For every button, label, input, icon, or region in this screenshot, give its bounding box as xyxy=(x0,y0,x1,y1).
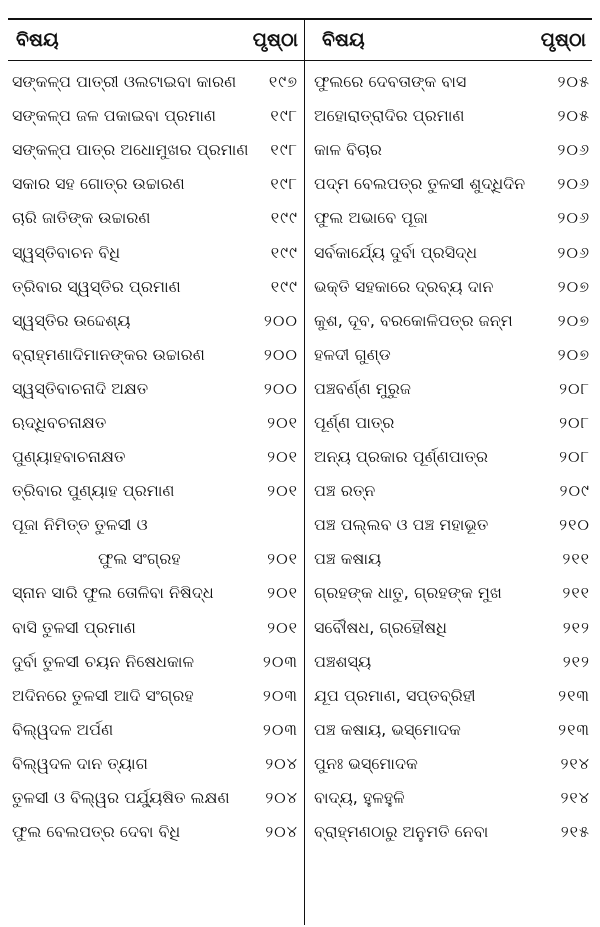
entry-topic: ସ୍ନାନ ସାରି ଫୁଲ ତୋଳିବା ନିଷିଦ୍ଧ xyxy=(12,583,214,603)
entry-topic: ସଙ୍କଳ୍ପ ପାତ୍ର ଅଧୋମୁଖର ପ୍ରମାଣ xyxy=(12,140,249,160)
toc-entry-left xyxy=(8,618,304,638)
page-header-right: ପୃଷ୍ଠା xyxy=(540,29,586,51)
entry-topic: ସଙ୍କଳ୍ପ ଜଳ ପକାଇବା ପ୍ରମାଣ xyxy=(12,106,217,126)
entry-topic: ପଞ୍ଚବର୍ଣ୍ଣ ମୁରୁଜ xyxy=(314,378,411,398)
entry-page-number: ୨୦୧ xyxy=(267,481,298,501)
toc-entry-right xyxy=(304,583,592,603)
entry-topic: ଭକ୍ତି ସହକାରେ ଦ୍ରବ୍ୟ ଦାନ xyxy=(314,276,494,296)
entry-page-number: ୨୦୯ xyxy=(559,481,590,501)
toc-entry-left xyxy=(8,515,304,535)
entry-page-number: ୧୯୮ xyxy=(270,174,298,194)
toc-entry-right xyxy=(304,515,592,535)
entry-page-number: ୨୧୪ xyxy=(560,788,590,808)
entry-topic: କାଳ ବିଚାର xyxy=(314,140,382,160)
entry-page-number: ୨୦୪ xyxy=(265,753,298,773)
entry-page-number: ୨୦୧ xyxy=(267,617,298,637)
entry-topic: ଗ୍ରହଙ୍କ ଧାତୁ, ଗ୍ରହଙ୍କ ମୁଖ xyxy=(314,583,502,603)
toc-row xyxy=(8,713,592,747)
entry-topic: ଅନ୍ୟ ପ୍ରକାର ପୂର୍ଣ୍ଣପାତ୍ର xyxy=(314,447,489,467)
entry-page-number: ୨୧୩ xyxy=(558,685,590,705)
toc-row xyxy=(8,270,592,304)
entry-page-number: ୨୦୦ xyxy=(263,310,298,330)
toc-entry-right xyxy=(304,788,592,808)
entry-page-number: ୨୦୩ xyxy=(262,651,298,671)
entry-page-number: ୧୯୯ xyxy=(270,242,298,262)
entry-page-number: ୨୦୫ xyxy=(557,106,590,126)
toc-entry-left xyxy=(8,652,304,672)
entry-topic: ସ୍ୱସ୍ତିବାଚନାଦି ଅକ୍ଷତ xyxy=(12,378,149,398)
entry-page-number: ୨୧୪ xyxy=(560,753,590,773)
toc-entry-right xyxy=(304,413,592,433)
entry-page-number: ୨୦୧ xyxy=(267,583,298,603)
toc-entry-right xyxy=(304,345,592,365)
entry-topic: ସଙ୍କଳ୍ପ ପାତ୍ରୀ ଓଲଟାଇବା କାରଣ xyxy=(12,72,237,92)
toc-row xyxy=(8,372,592,406)
toc-entry-left xyxy=(8,345,304,365)
entry-topic: ପଞ୍ଚଶସ୍ୟ xyxy=(314,651,372,671)
toc-row xyxy=(8,304,592,338)
entry-page-number: ୨୦୦ xyxy=(263,344,298,364)
entry-page-number: ୨୦୮ xyxy=(559,378,590,398)
entry-topic: ପଞ୍ଚ କଷାୟ xyxy=(314,549,382,569)
toc-entry-right xyxy=(304,277,592,297)
toc-row xyxy=(8,747,592,781)
entry-page-number: ୨୧୨ xyxy=(562,617,590,637)
toc-row xyxy=(8,65,592,99)
entry-topic: କୁଶ, ଦୂବ, ବରକୋଳିପତ୍ର ଜନ୍ମ xyxy=(314,310,513,330)
toc-entry-right xyxy=(304,686,592,706)
toc-row xyxy=(8,440,592,474)
toc-entry-right xyxy=(304,379,592,399)
entry-page-number: ୨୧୩ xyxy=(558,719,590,739)
left-header xyxy=(8,29,304,51)
entry-topic: ବ୍ରାହ୍ମଣଠାରୁ ଅନୁମତି ନେବା xyxy=(314,822,489,842)
entry-page-number: ୨୦୧ xyxy=(267,412,298,432)
toc-entry-right xyxy=(304,822,592,842)
toc-table xyxy=(8,18,592,849)
toc-entry-right xyxy=(304,174,592,194)
toc-entry-right xyxy=(304,549,592,569)
entry-topic: ପଦ୍ମ ବେଲପତ୍ର ତୁଳସୀ ଶୁଦ୍ଧିଦିନ xyxy=(314,174,526,194)
toc-entry-left xyxy=(8,72,304,92)
entry-page-number: ୧୯୮ xyxy=(270,140,298,160)
entry-topic: ପୁନଃ ଭସ୍ମୋଦକ xyxy=(314,753,418,773)
toc-entry-left xyxy=(8,140,304,160)
entry-page-number: ୧୯୮ xyxy=(270,106,298,126)
entry-topic: ବିଲ୍ୱଦଳ ଦାନ ତ୍ୟାଗ xyxy=(12,753,148,773)
entry-topic: ସର୍ବୌଷଧ, ଗ୍ରହୌଷଧି xyxy=(314,617,448,637)
entry-topic: ପୂଜା ନିମିତ୍ତ ତୁଳସୀ ଓ xyxy=(12,515,148,535)
toc-entry-right xyxy=(304,652,592,672)
entry-topic: ତ୍ରିବାର ସ୍ୱସ୍ତିର ପ୍ରମାଣ xyxy=(12,276,181,296)
entry-topic: ଫୁଲ ସଂଗ୍ରହ xyxy=(98,549,181,569)
entry-page-number: ୨୦୫ xyxy=(557,72,590,92)
entry-topic: ଋଦ୍ଧିବଚନାକ୍ଷତ xyxy=(12,412,107,432)
entry-page-number: ୨୧୨ xyxy=(562,651,590,671)
toc-entry-left xyxy=(8,788,304,808)
toc-row xyxy=(8,679,592,713)
entry-topic: ଫୁଲ ବେଲପତ୍ର ଦେବା ବିଧି xyxy=(12,822,181,842)
entry-page-number: ୧୯୯ xyxy=(270,276,298,296)
toc-entry-left xyxy=(8,549,304,569)
toc-entry-right xyxy=(304,106,592,126)
right-header xyxy=(304,29,592,51)
toc-entry-left xyxy=(8,208,304,228)
toc-row xyxy=(8,781,592,815)
entry-topic: ପଞ୍ଚ ରତ୍ନ xyxy=(314,481,376,501)
toc-entry-left xyxy=(8,174,304,194)
entry-page-number: ୨୧୦ xyxy=(559,515,590,535)
toc-row xyxy=(8,645,592,679)
entry-page-number: ୨୦୮ xyxy=(559,447,590,467)
toc-row xyxy=(8,99,592,133)
toc-row xyxy=(8,542,592,576)
entry-topic: ଫୁଲ ଅଭାବେ ପୂଜା xyxy=(314,208,428,228)
entry-topic: ହଳଦୀ ଗୁଣ୍ଡ xyxy=(314,344,391,364)
toc-entry-left xyxy=(8,379,304,399)
entry-page-number: ୨୦୬ xyxy=(557,174,590,194)
entry-page-number: ୨୦୩ xyxy=(262,719,298,739)
entry-topic: ସ୍ୱସ୍ତିବାଚନ ବିଧି xyxy=(12,242,121,262)
toc-row xyxy=(8,235,592,269)
toc-row xyxy=(8,508,592,542)
column-divider xyxy=(304,20,305,925)
toc-entry-right xyxy=(304,140,592,160)
toc-entry-left xyxy=(8,243,304,263)
toc-entry-right xyxy=(304,447,592,467)
entry-topic: ପଞ୍ଚ ପଲ୍ଲବ ଓ ପଞ୍ଚ ମହାଭୂତ xyxy=(314,515,489,535)
entry-topic: ଯୂପ ପ୍ରମାଣ, ସପ୍ତବ୍ରିହୀ xyxy=(314,685,476,705)
entry-page-number: ୨୦୭ xyxy=(557,276,590,296)
entry-page-number: ୨୦୮ xyxy=(559,412,590,432)
toc-entry-right xyxy=(304,754,592,774)
entry-page-number: ୨୦୪ xyxy=(265,822,298,842)
toc-row xyxy=(8,338,592,372)
entry-topic: ଫୁଲରେ ଦେବତାଙ୍କ ବାସ xyxy=(314,72,467,92)
toc-entry-left xyxy=(8,686,304,706)
entry-page-number: ୧୯୭ xyxy=(268,72,298,92)
entry-page-number: ୨୦୪ xyxy=(265,788,298,808)
entry-page-number: ୨୧୧ xyxy=(562,583,590,603)
page-header-left: ପୃଷ୍ଠା xyxy=(252,29,298,51)
entry-page-number: ୨୦୬ xyxy=(557,140,590,160)
entry-page-number: ୨୧୫ xyxy=(560,822,590,842)
entry-page-number: ୧୯୯ xyxy=(270,208,298,228)
entry-page-number: ୨୦୧ xyxy=(267,549,298,569)
toc-entry-left xyxy=(8,822,304,842)
entry-page-number: ୨୦୭ xyxy=(557,344,590,364)
entry-topic: ପୁଣ୍ୟାହବାଚନାକ୍ଷତ xyxy=(12,447,126,467)
toc-entry-left xyxy=(8,106,304,126)
entry-topic: ତୁଳସୀ ଓ ବିଲ୍ୱର ପର୍ଯ୍ୟୁଷିତ ଲକ୍ଷଣ xyxy=(12,788,230,808)
toc-row xyxy=(8,576,592,610)
entry-topic: ବ୍ରାହ୍ମଣାଦିମାନଙ୍କର ଉଚ୍ଚାରଣ xyxy=(12,344,205,364)
toc-row xyxy=(8,611,592,645)
entry-page-number: ୨୧୧ xyxy=(562,549,590,569)
entry-topic: ସକାର ସହ ଗୋତ୍ର ଉଚ୍ଚାରଣ xyxy=(12,174,185,194)
entry-page-number: ୨୦୩ xyxy=(262,685,298,705)
toc-entry-left xyxy=(8,413,304,433)
entry-topic: ପଞ୍ଚ କଷାୟ, ଭସ୍ମୋଦକ xyxy=(314,719,461,739)
entry-topic: ବାସି ତୁଳସୀ ପ୍ରମାଣ xyxy=(12,617,136,637)
toc-entry-left xyxy=(8,277,304,297)
entry-topic: ପୂର୍ଣ୍ଣ ପାତ୍ର xyxy=(314,412,395,432)
entry-page-number: ୨୦୬ xyxy=(557,208,590,228)
topic-header-left: ବିଷୟ xyxy=(16,29,59,51)
toc-entry-left xyxy=(8,720,304,740)
toc-entry-left xyxy=(8,583,304,603)
toc-row xyxy=(8,201,592,235)
entry-topic: ବାଦ୍ୟ, ହୁଳହୁଳି xyxy=(314,788,405,808)
entry-topic: ଅହୋରାତ୍ରାଦିର ପ୍ରମାଣ xyxy=(314,106,465,126)
toc-entry-right xyxy=(304,72,592,92)
entry-page-number: ୨୦୭ xyxy=(557,310,590,330)
topic-header-right: ବିଷୟ xyxy=(322,29,365,51)
toc-row xyxy=(8,474,592,508)
entry-topic: ଅଦିନରେ ତୁଳସୀ ଆଦି ସଂଗ୍ରହ xyxy=(12,685,194,705)
toc-header-row xyxy=(8,20,592,61)
entry-topic: ବିଲ୍ୱଦଳ ଅର୍ପଣ xyxy=(12,719,114,739)
entry-topic: ସ୍ୱସ୍ତିର ଉଦ୍ଦେଶ୍ୟ xyxy=(12,310,131,330)
toc-entry-right xyxy=(304,311,592,331)
entry-topic: ତ୍ରିବାର ପୁଣ୍ୟାହ ପ୍ରମାଣ xyxy=(12,481,175,501)
toc-entry-left xyxy=(8,481,304,501)
toc-rows xyxy=(8,65,592,849)
toc-entry-right xyxy=(304,720,592,740)
entry-topic: ଚାରି ଜାତିଙ୍କ ଉଚ୍ଚାରଣ xyxy=(12,208,151,228)
entry-topic: ସର୍ବକାର୍ଯ୍ୟେ ଦୁର୍ବା ପ୍ରସିଦ୍ଧ xyxy=(314,242,478,262)
toc-entry-left xyxy=(8,311,304,331)
toc-entry-right xyxy=(304,618,592,638)
entry-page-number: ୨୦୦ xyxy=(263,378,298,398)
toc-entry-left xyxy=(8,754,304,774)
toc-row xyxy=(8,406,592,440)
toc-row xyxy=(8,167,592,201)
entry-page-number: ୨୦୬ xyxy=(557,242,590,262)
toc-row xyxy=(8,133,592,167)
toc-entry-right xyxy=(304,243,592,263)
toc-row xyxy=(8,815,592,849)
toc-entry-left xyxy=(8,447,304,467)
entry-page-number: ୨୦୧ xyxy=(267,447,298,467)
toc-entry-right xyxy=(304,481,592,501)
entry-topic: ଦୁର୍ବା ତୁଳସୀ ଚୟନ ନିଷେଧକାଳ xyxy=(12,651,195,671)
toc-entry-right xyxy=(304,208,592,228)
